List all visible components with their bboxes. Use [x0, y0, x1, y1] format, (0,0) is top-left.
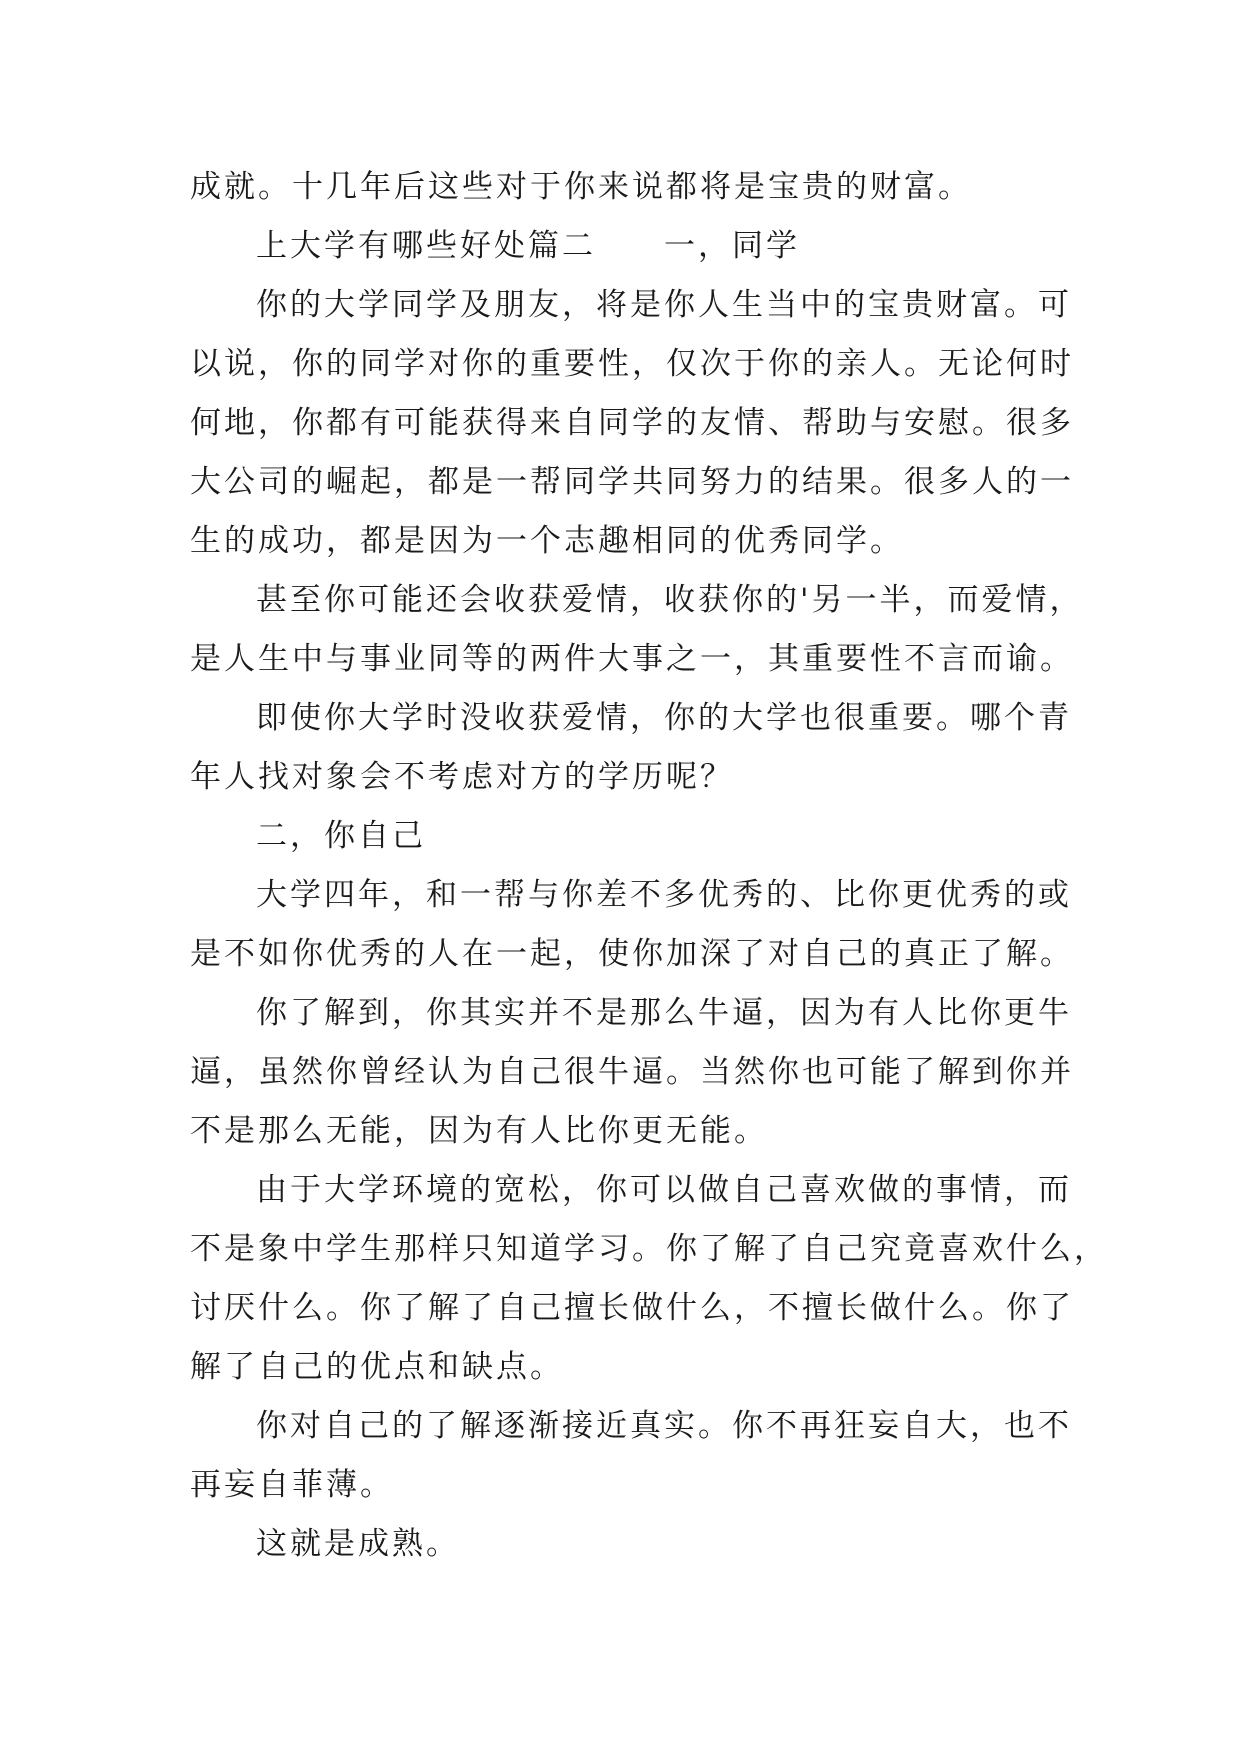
text-line: 讨厌什么。你了解了自己擅长做什么，不擅长做什么。你了 — [190, 1290, 1074, 1326]
text-line: 成就。十几年后这些对于你来说都将是宝贵的财富。 — [190, 169, 972, 205]
text-line: 你了解到，你其实并不是那么牛逼，因为有人比你更牛 — [256, 995, 1072, 1031]
section-heading: 上大学有哪些好处篇二 一，同学 — [256, 228, 800, 264]
text-line: 是人生中与事业同等的两件大事之一，其重要性不言而谕。 — [190, 641, 1074, 677]
section-heading: 二，你自己 — [256, 818, 426, 854]
text-line: 生的成功，都是因为一个志趣相同的优秀同学。 — [190, 523, 904, 559]
text-line: 逼，虽然你曾经认为自己很牛逼。当然你也可能了解到你并 — [190, 1054, 1074, 1090]
text-line: 再妄自菲薄。 — [190, 1467, 394, 1503]
text-line: 解了自己的优点和缺点。 — [190, 1349, 564, 1385]
text-line: 以说，你的同学对你的重要性，仅次于你的亲人。无论何时 — [190, 346, 1074, 382]
text-line: 年人找对象会不考虑对方的学历呢？ — [190, 759, 734, 795]
text-line: 大学四年，和一帮与你差不多优秀的、比你更优秀的或 — [256, 877, 1072, 913]
text-line: 何地，你都有可能获得来自同学的友情、帮助与安慰。很多 — [190, 405, 1074, 441]
text-line: 不是象中学生那样只知道学习。你了解了自己究竟喜欢什么， — [190, 1231, 1108, 1267]
text-line: 这就是成熟。 — [256, 1526, 460, 1562]
text-line: 由于大学环境的宽松，你可以做自己喜欢做的事情，而 — [256, 1172, 1072, 1208]
text-line: 即使你大学时没收获爱情，你的大学也很重要。哪个青 — [256, 700, 1072, 736]
text-line: 你对自己的了解逐渐接近真实。你不再狂妄自大，也不 — [256, 1408, 1072, 1444]
text-line: 你的大学同学及朋友，将是你人生当中的宝贵财富。可 — [256, 287, 1072, 323]
text-line: 不是那么无能，因为有人比你更无能。 — [190, 1113, 768, 1149]
document-body — [190, 158, 1108, 1574]
text-line: 大公司的崛起，都是一帮同学共同努力的结果。很多人的一 — [190, 464, 1074, 500]
text-line: 甚至你可能还会收获爱情，收获你的'另一半，而爱情， — [256, 582, 1084, 618]
text-line: 是不如你优秀的人在一起，使你加深了对自己的真正了解。 — [190, 936, 1074, 972]
